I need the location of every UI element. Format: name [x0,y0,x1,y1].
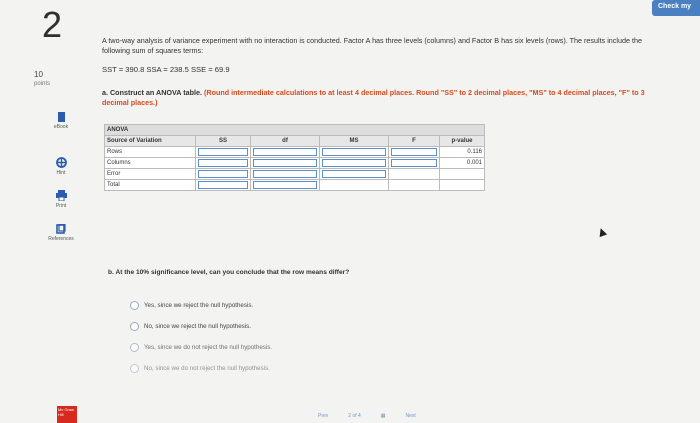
option-label: No, since we do not reject the null hypothesis. [144,365,270,372]
option-no-not-reject[interactable] [130,358,272,379]
column-header-ms: MS [320,136,389,147]
mouse-cursor-icon [597,227,607,237]
part-b-prompt: b. At the 10% significance level, can you conclude that the row means differ? [108,269,350,276]
sidebar-item-references[interactable] [38,224,84,242]
ss-input[interactable] [198,170,248,178]
part-a-prompt [102,88,662,108]
ms-input[interactable] [322,170,386,178]
radio-button[interactable] [130,364,139,373]
next-button[interactable]: Next [405,413,416,419]
question-content [102,36,662,108]
anova-table [104,124,485,191]
sidebar-item-label: Print [55,203,67,209]
part-a-text: a. Construct an ANOVA table. [102,88,202,97]
f-input[interactable] [391,148,437,156]
column-header-df: df [251,136,320,147]
df-input[interactable] [253,148,317,156]
ms-input[interactable] [322,148,386,156]
references-icon [56,224,66,234]
ss-input[interactable] [198,181,248,189]
question-number: 2 [42,4,63,45]
option-label: Yes, since we reject the null hypothesis. [144,302,254,309]
option-label: Yes, since we do not reject the null hypothesis. [144,344,273,351]
grid-icon[interactable]: ▦ [380,413,386,419]
radio-button[interactable] [130,301,139,310]
option-yes-not-reject[interactable] [130,337,272,358]
df-input[interactable] [253,159,317,167]
p-value: 0.116 [440,147,485,158]
table-row [105,158,485,169]
sidebar-item-label: eBook [53,124,69,130]
anova-title: ANOVA [105,125,485,136]
ms-input[interactable] [322,159,386,167]
points-indicator [34,70,50,87]
sidebar-item-ebook[interactable] [38,112,84,130]
column-header-p-value: p-value [440,136,485,147]
ss-input[interactable] [198,159,248,167]
mcgraw-hill-logo: Mc Graw Hill [57,406,77,423]
answer-options [130,295,272,379]
sidebar-item-print[interactable] [38,190,84,209]
sum-of-squares: SST = 390.8 SSA = 238.5 SSE = 69.9 [102,65,230,74]
footer-nav [318,413,416,419]
df-input[interactable] [253,181,317,189]
option-no-reject[interactable] [130,316,272,337]
page-indicator[interactable]: 2 of 4 [348,413,361,419]
option-label: No, since we reject the null hypothesis. [144,323,251,330]
column-header-ss: SS [196,136,251,147]
prev-button[interactable]: Prev [318,413,329,419]
column-header: Source of Variation [105,136,196,147]
check-my-work-button[interactable]: Check my [652,0,700,16]
table-row [105,147,485,158]
print-icon [56,190,67,201]
column-header-f: F [389,136,440,147]
f-input[interactable] [391,159,437,167]
sidebar-item-label: Hint [56,170,66,176]
radio-button[interactable] [130,322,139,331]
p-value: 0.001 [440,158,485,169]
row-source: Rows [105,147,196,158]
table-row [105,169,485,180]
row-source: Total [105,180,196,191]
sidebar-item-hint[interactable] [38,157,84,176]
sidebar-item-label: References [48,236,74,242]
hint-icon [56,157,67,168]
part-a-instructions: (Round intermediate calculations to at least 4 decimal places. Round "SS" to 2 decimal places, "MS" to 4 decimal places, "F" to 3 decimal places.) [102,88,645,107]
ebook-icon [57,112,66,122]
row-source: Columns [105,158,196,169]
option-yes-reject[interactable] [130,295,272,316]
question-intro: A two-way analysis of variance experiment with no interaction is conducted. Factor A has three levels (columns) and Factor B has six levels (rows). The results include the following sum of squares terms: [102,36,642,55]
row-source: Error [105,169,196,180]
points-value: 10 [34,70,43,79]
points-label: points [34,81,51,87]
ss-input[interactable] [198,148,248,156]
df-input[interactable] [253,170,317,178]
table-row [105,180,485,191]
radio-button[interactable] [130,343,139,352]
